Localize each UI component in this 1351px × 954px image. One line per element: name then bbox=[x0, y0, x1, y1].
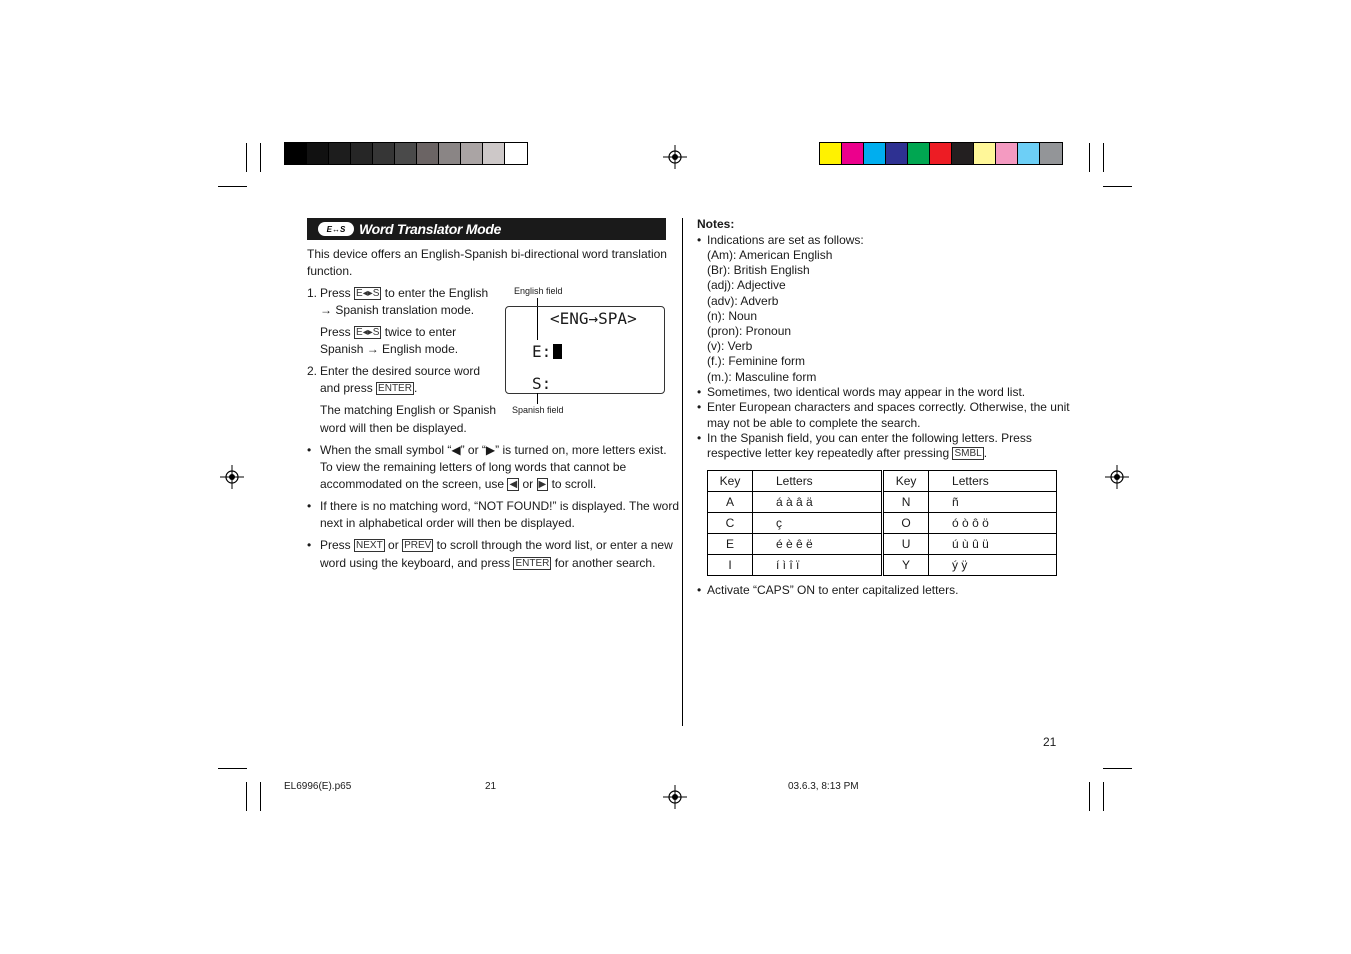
text: to enter the English bbox=[384, 286, 489, 300]
color-swatch bbox=[395, 143, 417, 164]
table-header-row bbox=[708, 471, 1057, 492]
step-2-line2 bbox=[320, 380, 417, 397]
crop-mark bbox=[1103, 143, 1104, 172]
table-cell: á à â ä bbox=[753, 492, 883, 513]
registration-mark-icon bbox=[663, 785, 687, 809]
text: twice to enter bbox=[384, 325, 457, 339]
text: Press bbox=[320, 538, 351, 552]
color-swatch bbox=[952, 143, 974, 164]
right-arrow-key: ▶ bbox=[538, 479, 547, 490]
color-swatch bbox=[329, 143, 351, 164]
table-row bbox=[708, 534, 1057, 555]
color-swatch bbox=[285, 143, 307, 164]
bullet-icon: • bbox=[307, 499, 312, 513]
spanish-field-label: Spanish field bbox=[512, 405, 564, 415]
table-cell: A bbox=[708, 492, 753, 513]
color-swatch bbox=[1040, 143, 1062, 164]
page-number: 21 bbox=[1043, 735, 1057, 749]
e-prefix: E: bbox=[532, 342, 552, 361]
table-row bbox=[708, 513, 1057, 534]
left-arrow-key: ◀ bbox=[509, 479, 518, 490]
step-1-text bbox=[320, 285, 488, 302]
bullet-icon: • bbox=[697, 583, 702, 597]
indication-item: (Am): American English bbox=[707, 248, 833, 262]
prev-key: PREV bbox=[404, 540, 432, 551]
table-cell: N bbox=[883, 492, 929, 513]
lcd-display bbox=[505, 306, 665, 394]
mode-badge-icon: E↔S bbox=[318, 222, 354, 236]
footer-date: 03.6.3, 8:13 PM bbox=[788, 781, 859, 792]
table-cell: O bbox=[883, 513, 929, 534]
footer-file: EL6996(E).p65 bbox=[284, 781, 352, 792]
table-cell: Letters bbox=[929, 471, 1057, 492]
spanish-field: S: bbox=[532, 374, 552, 393]
table-row bbox=[708, 492, 1057, 513]
color-swatch bbox=[908, 143, 930, 164]
bullet-2-line1: If there is no matching word, “NOT FOUND!” is displayed. The word bbox=[320, 499, 680, 513]
note-3-line1: Enter European characters and spaces correctly. Otherwise, the unit bbox=[707, 400, 1070, 414]
table-cell: ó ò ô ö bbox=[929, 513, 1057, 534]
bullet-3-line2 bbox=[320, 555, 655, 572]
color-swatch bbox=[842, 143, 864, 164]
e-s-key: E◂▸S bbox=[356, 327, 380, 338]
indication-item: (m.): Masculine form bbox=[707, 369, 817, 384]
bullet-icon: • bbox=[697, 233, 702, 247]
bullet-icon: • bbox=[307, 538, 312, 552]
grayscale-bar bbox=[284, 142, 528, 165]
step-2b-line2: word will then be displayed. bbox=[320, 421, 467, 435]
bullet-icon: • bbox=[697, 385, 702, 399]
text: respective letter key repeatedly after pressing bbox=[707, 446, 950, 460]
registration-mark-icon bbox=[220, 465, 244, 489]
crop-mark bbox=[260, 782, 261, 811]
crop-mark bbox=[246, 782, 247, 811]
step-2-line1: Enter the desired source word bbox=[320, 364, 481, 378]
color-swatch bbox=[461, 143, 483, 164]
table-cell: ç bbox=[753, 513, 883, 534]
note-5: Activate “CAPS” ON to enter capitalized letters. bbox=[707, 583, 959, 597]
bullet-icon: • bbox=[697, 431, 702, 445]
crop-mark bbox=[1089, 782, 1090, 811]
smbl-key: SMBL bbox=[954, 448, 982, 459]
table-cell: Y bbox=[883, 555, 929, 576]
note-3-line2: may not be able to complete the search. bbox=[707, 416, 921, 430]
bullet-2-line2: next in alphabetical order will then be displayed. bbox=[320, 516, 575, 530]
step-number: 1. bbox=[307, 286, 318, 300]
cursor-icon bbox=[553, 344, 562, 359]
letters-table bbox=[707, 470, 1057, 576]
indication-item: (adv): Adverb bbox=[707, 293, 779, 308]
mode-line: <ENG→SPA> bbox=[550, 309, 637, 328]
text: for another search. bbox=[554, 556, 656, 570]
table-cell: ñ bbox=[929, 492, 1057, 513]
color-swatch bbox=[1018, 143, 1040, 164]
english-field bbox=[532, 342, 562, 361]
text: or bbox=[522, 477, 534, 491]
step-number: 2. bbox=[307, 364, 318, 378]
color-swatch bbox=[974, 143, 996, 164]
registration-mark-icon bbox=[663, 145, 687, 169]
step-1b-line2: Spanish → English mode. bbox=[320, 342, 459, 356]
text: and press bbox=[320, 381, 373, 395]
text: . bbox=[413, 381, 418, 395]
text: . bbox=[983, 446, 988, 460]
crop-mark bbox=[1103, 768, 1132, 769]
bullet-1-line1: When the small symbol “◀” or “▶” is turned on, more letters exist. bbox=[320, 443, 667, 457]
next-key: NEXT bbox=[356, 540, 383, 551]
text: Press bbox=[320, 286, 351, 300]
color-swatch bbox=[930, 143, 952, 164]
column-divider bbox=[682, 218, 683, 726]
indication-item: (v): Verb bbox=[707, 339, 753, 354]
e-s-key: E◂▸S bbox=[356, 288, 380, 299]
indication-item: (n): Noun bbox=[707, 308, 758, 323]
indication-item: (f.): Feminine form bbox=[707, 354, 806, 369]
text: Press bbox=[320, 325, 351, 339]
intro-paragraph: This device offers an English-Spanish bi-directional word translation function. bbox=[307, 247, 667, 278]
table-cell: í ì î ï bbox=[753, 555, 883, 576]
bullet-3-line1 bbox=[320, 537, 673, 554]
step-1b-text bbox=[320, 324, 456, 341]
crop-mark bbox=[1103, 186, 1132, 187]
text: word using the keyboard, and press bbox=[320, 556, 511, 570]
color-swatch bbox=[373, 143, 395, 164]
text: to scroll. bbox=[551, 477, 597, 491]
enter-key: ENTER bbox=[378, 383, 412, 394]
color-swatch bbox=[417, 143, 439, 164]
notes-heading: Notes: bbox=[697, 217, 735, 231]
color-swatch bbox=[351, 143, 373, 164]
note-1: Indications are set as follows: bbox=[707, 233, 864, 247]
crop-mark bbox=[218, 186, 247, 187]
color-swatch bbox=[307, 143, 329, 164]
section-title: Word Translator Mode bbox=[359, 221, 502, 237]
table-row bbox=[708, 555, 1057, 576]
color-swatch bbox=[483, 143, 505, 164]
color-swatch bbox=[505, 143, 527, 164]
color-swatch bbox=[996, 143, 1018, 164]
indication-item: (pron): Pronoun bbox=[707, 324, 792, 338]
footer-page: 21 bbox=[485, 781, 497, 792]
table-cell: U bbox=[883, 534, 929, 555]
crop-mark bbox=[1089, 143, 1090, 172]
bullet-icon: • bbox=[307, 443, 312, 457]
table-cell: ú ù û ü bbox=[929, 534, 1057, 555]
enter-key: ENTER bbox=[515, 558, 550, 569]
table-cell: I bbox=[708, 555, 753, 576]
note-4-line1: In the Spanish field, you can enter the following letters. Press bbox=[707, 431, 1032, 445]
crop-mark bbox=[260, 143, 261, 172]
note-4-line2 bbox=[707, 445, 987, 462]
indication-item: (Br): British English bbox=[707, 263, 810, 278]
table-cell: é è ê ë bbox=[753, 534, 883, 555]
step-1-line2: → Spanish translation mode. bbox=[320, 303, 475, 317]
bullet-1-line2: To view the remaining letters of long words that cannot be bbox=[320, 460, 627, 474]
registration-mark-icon bbox=[1105, 465, 1129, 489]
bullet-1-line3 bbox=[320, 476, 596, 493]
color-swatch bbox=[439, 143, 461, 164]
table-cell: ý ÿ bbox=[929, 555, 1057, 576]
table-cell: Key bbox=[883, 471, 929, 492]
table-cell: Letters bbox=[753, 471, 883, 492]
step-2b-line1: The matching English or Spanish bbox=[320, 403, 497, 417]
color-bar bbox=[819, 142, 1063, 165]
color-swatch bbox=[820, 143, 842, 164]
crop-mark bbox=[1103, 782, 1104, 811]
color-swatch bbox=[886, 143, 908, 164]
text: to scroll through the word list, or enter a new bbox=[436, 538, 673, 552]
text: or bbox=[388, 538, 399, 552]
table-cell: E bbox=[708, 534, 753, 555]
bullet-icon: • bbox=[697, 400, 702, 414]
section-header bbox=[307, 218, 666, 240]
table-cell: Key bbox=[708, 471, 753, 492]
color-swatch bbox=[864, 143, 886, 164]
indication-item: (adj): Adjective bbox=[707, 278, 786, 293]
note-2: Sometimes, two identical words may appear in the word list. bbox=[707, 385, 1026, 399]
text: accommodated on the screen, use bbox=[320, 477, 505, 491]
crop-mark bbox=[218, 768, 247, 769]
table-cell: C bbox=[708, 513, 753, 534]
leader-line bbox=[537, 393, 538, 404]
english-field-label: English field bbox=[514, 286, 563, 296]
crop-mark bbox=[246, 143, 247, 172]
